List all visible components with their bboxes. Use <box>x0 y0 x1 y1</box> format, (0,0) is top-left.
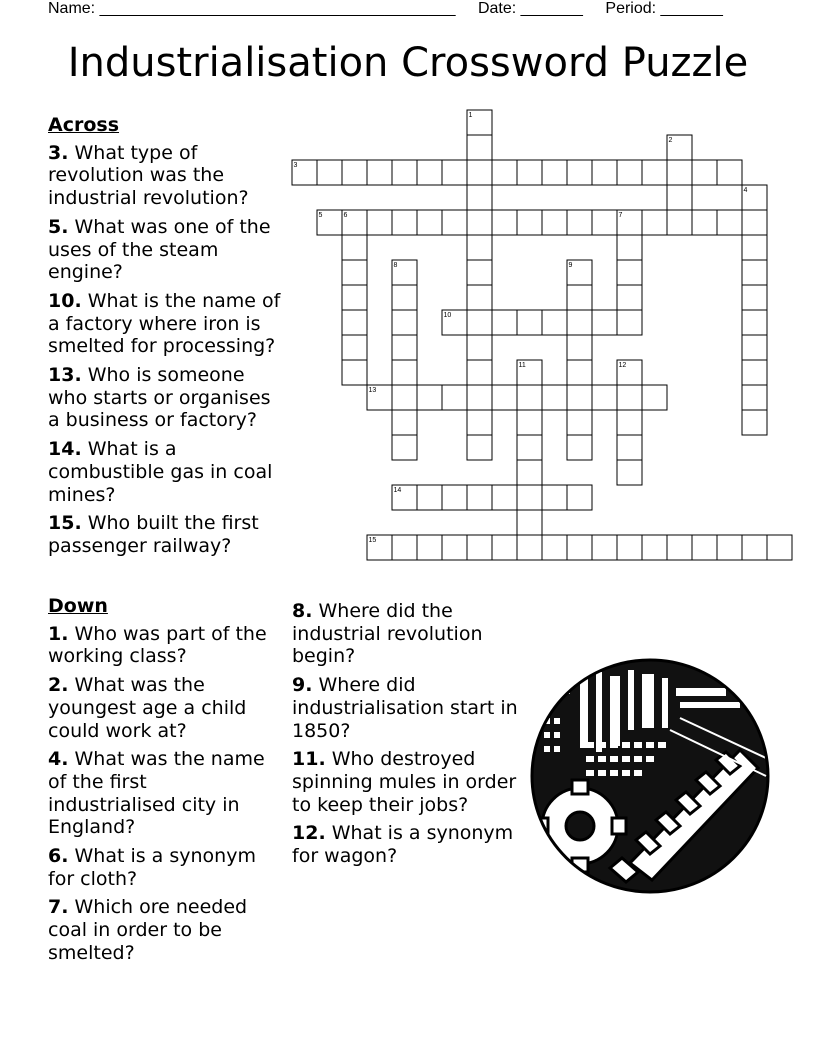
grid-cell[interactable] <box>517 485 542 510</box>
grid-cell[interactable] <box>642 535 667 560</box>
grid-cell[interactable] <box>642 210 667 235</box>
grid-number-15: 15 <box>368 537 377 544</box>
grid-cell[interactable] <box>467 210 492 235</box>
grid-number-9: 9 <box>568 262 573 269</box>
grid-cell[interactable] <box>567 485 592 510</box>
grid-cell[interactable] <box>592 210 617 235</box>
grid-cell[interactable] <box>342 260 367 285</box>
across-clue-3: 3. What type of revolution was the industrial revolution? <box>48 141 249 210</box>
grid-number-1: 1 <box>468 112 473 119</box>
grid-cell[interactable] <box>717 210 742 235</box>
grid-cell[interactable] <box>492 385 517 410</box>
grid-number-3: 3 <box>293 162 298 169</box>
grid-cell[interactable] <box>542 485 567 510</box>
grid-cell[interactable] <box>467 485 492 510</box>
grid-cell[interactable] <box>667 185 692 210</box>
down-clue-6: 6. What is a synonym for cloth? <box>48 845 256 890</box>
grid-cell[interactable] <box>742 335 767 360</box>
across-clue-5: 5. What was one of the uses of the steam engine? <box>48 215 271 284</box>
grid-cell[interactable] <box>367 210 392 235</box>
grid-cell[interactable] <box>692 535 717 560</box>
grid-cell[interactable] <box>467 260 492 285</box>
grid-cell[interactable] <box>467 360 492 385</box>
grid-cell[interactable] <box>417 385 442 410</box>
down-heading: Down <box>48 595 108 617</box>
down-clue-4: 4. What was the name of the first industrialised city in England? <box>48 748 265 839</box>
grid-cell[interactable] <box>317 160 342 185</box>
across-clue-15: 15. Who built the first passenger railway? <box>48 512 259 557</box>
industrial-gears-illustration <box>530 658 770 894</box>
grid-cell[interactable] <box>392 210 417 235</box>
grid-cell[interactable] <box>667 535 692 560</box>
across-clue-10: 10. What is the name of a factory where iron is smelted for processing? <box>48 289 281 358</box>
grid-cell[interactable] <box>617 460 642 485</box>
grid-cell[interactable] <box>567 210 592 235</box>
grid-cell[interactable] <box>492 485 517 510</box>
grid-cell[interactable] <box>392 535 417 560</box>
grid-cell[interactable] <box>367 160 392 185</box>
grid-cell[interactable] <box>742 535 767 560</box>
grid-cell[interactable] <box>342 235 367 260</box>
grid-cell[interactable] <box>417 160 442 185</box>
grid-cell[interactable] <box>742 310 767 335</box>
grid-number-4: 4 <box>743 187 748 194</box>
page-title: Industrialisation Crossword Puzzle <box>67 40 749 86</box>
grid-cell[interactable] <box>467 385 492 410</box>
grid-cell[interactable] <box>617 235 642 260</box>
grid-cell[interactable] <box>642 385 667 410</box>
grid-cell[interactable] <box>642 160 667 185</box>
grid-cell[interactable] <box>742 285 767 310</box>
grid-cell[interactable] <box>592 535 617 560</box>
down-clue-2: 2. What was the youngest age a child could work at? <box>48 674 247 742</box>
grid-cell[interactable] <box>567 310 592 335</box>
down-clue-9: 9. Where did industrialisation start in 1850? <box>292 674 518 742</box>
grid-cell[interactable] <box>442 535 467 560</box>
grid-cell[interactable] <box>492 210 517 235</box>
grid-cell[interactable] <box>742 385 767 410</box>
grid-number-14: 14 <box>393 487 402 494</box>
down-clue-12: 12. What is a synonym for wagon? <box>292 822 514 868</box>
grid-cell[interactable] <box>517 410 542 435</box>
grid-cell[interactable] <box>542 310 567 335</box>
grid-cell[interactable] <box>567 335 592 360</box>
grid-cell[interactable] <box>392 160 417 185</box>
across-clue-14: 14. What is a combustible gas in coal mines? <box>48 438 273 506</box>
grid-cell[interactable] <box>567 385 592 410</box>
grid-cell[interactable] <box>567 160 592 185</box>
grid-cell[interactable] <box>517 435 542 460</box>
grid-cell[interactable] <box>467 310 492 335</box>
grid-cell[interactable] <box>667 210 692 235</box>
grid-cell[interactable] <box>742 410 767 435</box>
grid-cell[interactable] <box>667 160 692 185</box>
grid-cell[interactable] <box>717 160 742 185</box>
grid-cell[interactable] <box>342 335 367 360</box>
down-clue-1: 1. Who was part of the working class? <box>48 622 267 668</box>
across-heading: Across <box>48 114 120 136</box>
grid-cell[interactable] <box>392 335 417 360</box>
date-field-label[interactable]: Date: _______ <box>477 0 583 17</box>
grid-cell[interactable] <box>417 210 442 235</box>
grid-cell[interactable] <box>542 160 567 185</box>
grid-cell[interactable] <box>467 185 492 210</box>
grid-cell[interactable] <box>567 410 592 435</box>
grid-number-5: 5 <box>318 212 323 219</box>
grid-cell[interactable] <box>742 235 767 260</box>
grid-cell[interactable] <box>442 160 467 185</box>
grid-cell[interactable] <box>517 460 542 485</box>
grid-cell[interactable] <box>617 310 642 335</box>
grid-cell[interactable] <box>467 160 492 185</box>
grid-cell[interactable] <box>517 535 542 560</box>
grid-cell[interactable] <box>592 385 617 410</box>
grid-cell[interactable] <box>742 260 767 285</box>
grid-number-8: 8 <box>393 262 398 269</box>
grid-cell[interactable] <box>592 160 617 185</box>
grid-cell[interactable] <box>592 310 617 335</box>
grid-number-11: 11 <box>518 362 526 369</box>
grid-cell[interactable] <box>467 410 492 435</box>
grid-cell[interactable] <box>542 210 567 235</box>
period-field-label[interactable]: Period: _______ <box>605 0 723 17</box>
down-clue-8: 8. Where did the industrial revolution begin? <box>292 600 483 668</box>
grid-cell[interactable] <box>542 385 567 410</box>
grid-number-12: 12 <box>618 362 627 369</box>
grid-cell[interactable] <box>442 485 467 510</box>
down-clue-7: 7. Which ore needed coal in order to be smelted? <box>48 896 248 964</box>
grid-cell[interactable] <box>392 360 417 385</box>
grid-cell[interactable] <box>392 410 417 435</box>
grid-cell[interactable] <box>392 310 417 335</box>
down-clues-left <box>48 595 280 971</box>
grid-cell[interactable] <box>442 210 467 235</box>
grid-cell[interactable] <box>492 310 517 335</box>
name-field-label[interactable]: Name: ________________________________________ <box>48 0 456 17</box>
grid-number-10: 10 <box>443 312 452 319</box>
grid-cell[interactable] <box>567 435 592 460</box>
grid-cell[interactable] <box>517 510 542 535</box>
grid-cell[interactable] <box>617 435 642 460</box>
grid-cell[interactable] <box>617 260 642 285</box>
grid-cell[interactable] <box>517 160 542 185</box>
grid-cell[interactable] <box>342 310 367 335</box>
grid-cell[interactable] <box>692 210 717 235</box>
grid-cell[interactable] <box>617 160 642 185</box>
down-clue-11: 11. Who destroyed spinning mules in order to keep their jobs? <box>292 748 517 816</box>
grid-cell[interactable] <box>617 410 642 435</box>
grid-cell[interactable] <box>467 335 492 360</box>
grid-cell[interactable] <box>617 535 642 560</box>
grid-cell[interactable] <box>392 435 417 460</box>
down-clues-right <box>292 600 518 874</box>
grid-cell[interactable] <box>567 535 592 560</box>
across-clue-13: 13. Who is someone who starts or organises a business or factory? <box>48 364 271 432</box>
grid-cell[interactable] <box>517 385 542 410</box>
grid-cell[interactable] <box>567 360 592 385</box>
grid-cell[interactable] <box>467 535 492 560</box>
grid-cell[interactable] <box>342 160 367 185</box>
across-clues <box>48 114 288 564</box>
grid-number-6: 6 <box>343 212 348 219</box>
grid-cell[interactable] <box>492 535 517 560</box>
grid-cell[interactable] <box>542 535 567 560</box>
grid-cell[interactable] <box>567 285 592 310</box>
grid-number-7: 7 <box>618 212 623 219</box>
grid-cell[interactable] <box>492 160 517 185</box>
grid-cell[interactable] <box>767 535 792 560</box>
grid-cell[interactable] <box>467 285 492 310</box>
grid-cell[interactable] <box>342 360 367 385</box>
grid-cell[interactable] <box>417 485 442 510</box>
grid-cell[interactable] <box>617 285 642 310</box>
grid-cell[interactable] <box>392 285 417 310</box>
grid-cell[interactable] <box>692 160 717 185</box>
grid-cell[interactable] <box>467 235 492 260</box>
grid-cell[interactable] <box>442 385 467 410</box>
grid-cell[interactable] <box>517 310 542 335</box>
grid-cell[interactable] <box>742 360 767 385</box>
grid-cell[interactable] <box>617 385 642 410</box>
grid-number-2: 2 <box>668 137 673 144</box>
grid-cell[interactable] <box>417 535 442 560</box>
grid-cell[interactable] <box>392 385 417 410</box>
grid-cell[interactable] <box>467 435 492 460</box>
grid-cell[interactable] <box>467 135 492 160</box>
grid-cell[interactable] <box>742 210 767 235</box>
grid-number-13: 13 <box>368 387 377 394</box>
grid-cell[interactable] <box>342 285 367 310</box>
grid-cell[interactable] <box>517 210 542 235</box>
grid-cell[interactable] <box>717 535 742 560</box>
